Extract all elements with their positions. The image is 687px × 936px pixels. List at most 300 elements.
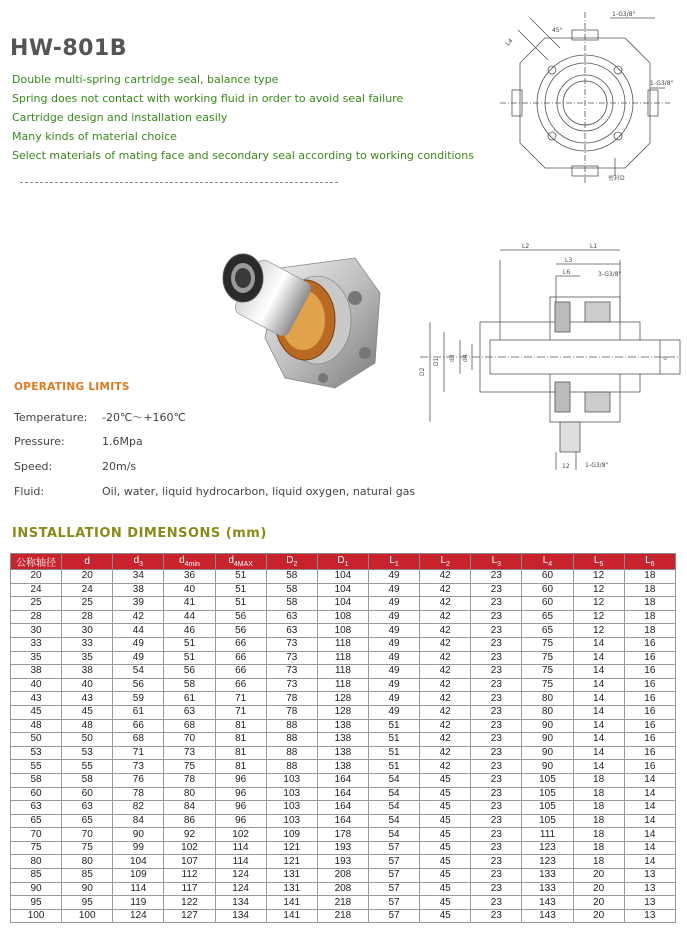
table-cell: 81 [215, 733, 266, 747]
operating-label: Temperature: [14, 411, 88, 424]
table-cell: 63 [164, 705, 215, 719]
table-cell: 95 [11, 896, 62, 910]
column-header-sub: 4min [184, 561, 200, 568]
table-cell: 51 [368, 719, 419, 733]
table-cell: 18 [624, 570, 675, 584]
table-cell: 78 [164, 773, 215, 787]
table-cell: 45 [420, 855, 471, 869]
table-cell: 73 [266, 665, 317, 679]
table-cell: 85 [62, 869, 113, 883]
table-cell: 92 [164, 828, 215, 842]
column-header [522, 554, 573, 570]
column-header [266, 554, 317, 570]
table-cell: 45 [11, 705, 62, 719]
table-cell: 133 [522, 869, 573, 883]
column-header [113, 554, 164, 570]
table-cell: 143 [522, 896, 573, 910]
drawing-label: 3-G3/8" [598, 271, 622, 278]
table-cell: 35 [11, 651, 62, 665]
drawing-label: D2 [419, 367, 426, 376]
table-cell: 42 [420, 760, 471, 774]
table-cell: 75 [11, 841, 62, 855]
table-cell: 48 [11, 719, 62, 733]
table-row [11, 869, 676, 883]
table-cell: 23 [471, 651, 522, 665]
table-cell: 50 [11, 733, 62, 747]
table-cell: 193 [317, 855, 368, 869]
table-row [11, 760, 676, 774]
table-cell: 49 [113, 651, 164, 665]
table-cell: 218 [317, 896, 368, 910]
table-cell: 23 [471, 610, 522, 624]
table-cell: 23 [471, 882, 522, 896]
table-cell: 25 [62, 597, 113, 611]
drawing-label: L1 [590, 243, 598, 250]
table-cell: 118 [317, 678, 368, 692]
table-cell: 14 [573, 665, 624, 679]
table-cell: 111 [522, 828, 573, 842]
table-cell: 122 [164, 896, 215, 910]
table-cell: 18 [573, 801, 624, 815]
table-cell: 56 [164, 665, 215, 679]
table-cell: 51 [215, 597, 266, 611]
column-header-main: d [228, 555, 234, 566]
table-cell: 68 [164, 719, 215, 733]
table-cell: 118 [317, 651, 368, 665]
table-cell: 33 [11, 637, 62, 651]
table-cell: 42 [420, 610, 471, 624]
table-cell: 45 [420, 801, 471, 815]
table-cell: 88 [266, 760, 317, 774]
dashed-divider [20, 182, 338, 183]
table-cell: 193 [317, 841, 368, 855]
table-row [11, 719, 676, 733]
table-cell: 50 [62, 733, 113, 747]
table-row [11, 665, 676, 679]
table-cell: 96 [215, 787, 266, 801]
table-cell: 14 [624, 841, 675, 855]
table-cell: 90 [522, 733, 573, 747]
table-cell: 112 [164, 869, 215, 883]
table-cell: 80 [11, 855, 62, 869]
table-cell: 58 [266, 597, 317, 611]
table-cell: 12 [573, 570, 624, 584]
table-row [11, 597, 676, 611]
table-cell: 56 [215, 610, 266, 624]
drawing-label: L3 [565, 257, 573, 264]
table-cell: 58 [62, 773, 113, 787]
table-cell: 84 [113, 814, 164, 828]
table-cell: 13 [624, 882, 675, 896]
table-cell: 49 [368, 651, 419, 665]
table-cell: 46 [164, 624, 215, 638]
table-cell: 80 [62, 855, 113, 869]
drawing-label: 12 [562, 463, 570, 470]
table-cell: 164 [317, 801, 368, 815]
table-cell: 23 [471, 637, 522, 651]
table-cell: 23 [471, 597, 522, 611]
table-cell: 38 [113, 583, 164, 597]
feature-item: Double multi-spring cartridge seal, balance type [12, 73, 279, 86]
table-cell: 75 [522, 678, 573, 692]
table-cell: 73 [266, 678, 317, 692]
table-cell: 123 [522, 841, 573, 855]
table-cell: 42 [420, 719, 471, 733]
table-cell: 71 [113, 746, 164, 760]
table-cell: 58 [266, 583, 317, 597]
table-row [11, 787, 676, 801]
table-cell: 12 [573, 610, 624, 624]
table-cell: 100 [62, 909, 113, 923]
table-cell: 23 [471, 665, 522, 679]
table-cell: 55 [11, 760, 62, 774]
table-cell: 54 [368, 801, 419, 815]
table-cell: 13 [624, 869, 675, 883]
table-cell: 42 [420, 637, 471, 651]
operating-label: Speed: [14, 460, 53, 473]
table-cell: 63 [266, 610, 317, 624]
column-header-main: d [133, 555, 140, 566]
table-cell: 40 [62, 678, 113, 692]
product-title: HW-801B [10, 36, 128, 61]
table-row [11, 828, 676, 842]
table-cell: 73 [266, 637, 317, 651]
table-cell: 14 [573, 760, 624, 774]
column-header-sub: 6 [650, 561, 655, 568]
table-cell: 104 [317, 597, 368, 611]
table-cell: 90 [11, 882, 62, 896]
column-header-main: L [440, 555, 447, 566]
table-cell: 75 [62, 841, 113, 855]
table-cell: 103 [266, 801, 317, 815]
table-header-row [11, 554, 676, 570]
column-header-main: L [645, 555, 651, 566]
table-cell: 23 [471, 814, 522, 828]
table-cell: 141 [266, 896, 317, 910]
table-cell: 23 [471, 692, 522, 706]
table-cell: 14 [573, 651, 624, 665]
table-row [11, 570, 676, 584]
table-cell: 42 [420, 597, 471, 611]
table-cell: 70 [62, 828, 113, 842]
table-cell: 81 [215, 760, 266, 774]
table-cell: 131 [266, 869, 317, 883]
table-cell: 23 [471, 841, 522, 855]
table-cell: 143 [522, 909, 573, 923]
table-cell: 28 [62, 610, 113, 624]
table-cell: 164 [317, 814, 368, 828]
table-row [11, 637, 676, 651]
table-cell: 14 [624, 773, 675, 787]
table-cell: 134 [215, 896, 266, 910]
column-header [62, 554, 113, 570]
table-cell: 12 [573, 597, 624, 611]
table-row [11, 814, 676, 828]
table-row [11, 610, 676, 624]
table-cell: 60 [62, 787, 113, 801]
table-cell: 49 [368, 570, 419, 584]
table-cell: 104 [317, 583, 368, 597]
table-cell: 54 [368, 773, 419, 787]
table-cell: 55 [62, 760, 113, 774]
table-cell: 56 [215, 624, 266, 638]
table-cell: 23 [471, 760, 522, 774]
section-view-drawing [420, 242, 680, 478]
table-cell: 18 [573, 828, 624, 842]
table-cell: 20 [573, 896, 624, 910]
front-view-drawing [490, 8, 680, 186]
drawing-label: D1 [433, 357, 440, 366]
table-cell: 102 [215, 828, 266, 842]
table-cell: 100 [11, 909, 62, 923]
table-cell: 57 [368, 882, 419, 896]
table-cell: 141 [266, 909, 317, 923]
table-cell: 16 [624, 760, 675, 774]
table-cell: 51 [164, 637, 215, 651]
table-cell: 14 [573, 705, 624, 719]
table-cell: 58 [266, 570, 317, 584]
table-cell: 63 [11, 801, 62, 815]
table-cell: 58 [11, 773, 62, 787]
table-cell: 20 [573, 869, 624, 883]
table-cell: 73 [266, 651, 317, 665]
drawing-label: L2 [522, 243, 530, 250]
operating-label: Pressure: [14, 435, 65, 448]
table-row [11, 773, 676, 787]
table-row [11, 855, 676, 869]
table-cell: 14 [573, 637, 624, 651]
table-cell: 45 [420, 869, 471, 883]
table-cell: 59 [113, 692, 164, 706]
table-cell: 49 [368, 637, 419, 651]
table-cell: 20 [62, 570, 113, 584]
table-cell: 57 [368, 855, 419, 869]
table-cell: 14 [624, 787, 675, 801]
table-cell: 28 [11, 610, 62, 624]
column-header-sub: 5 [599, 561, 604, 568]
table-cell: 124 [215, 882, 266, 896]
table-cell: 138 [317, 733, 368, 747]
table-cell: 12 [573, 583, 624, 597]
table-cell: 127 [164, 909, 215, 923]
table-cell: 117 [164, 882, 215, 896]
drawing-label: 1-G3/8" [612, 11, 636, 18]
table-cell: 71 [215, 705, 266, 719]
table-cell: 49 [368, 610, 419, 624]
table-cell: 45 [420, 787, 471, 801]
table-row [11, 733, 676, 747]
table-cell: 23 [471, 828, 522, 842]
table-cell: 42 [420, 583, 471, 597]
table-cell: 103 [266, 773, 317, 787]
table-cell: 23 [471, 746, 522, 760]
table-cell: 105 [522, 787, 573, 801]
table-cell: 14 [573, 733, 624, 747]
table-cell: 66 [215, 665, 266, 679]
table-cell: 40 [11, 678, 62, 692]
table-cell: 38 [11, 665, 62, 679]
drawing-label: 1-G3/8" [585, 462, 609, 469]
column-header-main: 公称轴径 [16, 558, 57, 569]
feature-item: Cartridge design and installation easily [12, 111, 228, 124]
table-cell: 30 [11, 624, 62, 638]
table-cell: 96 [215, 773, 266, 787]
table-cell: 65 [62, 814, 113, 828]
column-header-sub: 1 [394, 561, 399, 568]
column-header-main: L [542, 555, 549, 566]
table-cell: 71 [215, 692, 266, 706]
column-header-main: d [84, 556, 90, 567]
table-cell: 18 [573, 787, 624, 801]
table-cell: 109 [266, 828, 317, 842]
table-cell: 41 [164, 597, 215, 611]
table-cell: 13 [624, 896, 675, 910]
table-cell: 60 [522, 570, 573, 584]
table-cell: 57 [368, 909, 419, 923]
table-cell: 23 [471, 733, 522, 747]
table-cell: 14 [573, 746, 624, 760]
table-cell: 90 [522, 760, 573, 774]
table-cell: 16 [624, 637, 675, 651]
table-cell: 70 [11, 828, 62, 842]
table-cell: 85 [11, 869, 62, 883]
table-cell: 54 [368, 787, 419, 801]
table-cell: 54 [113, 665, 164, 679]
table-cell: 42 [420, 665, 471, 679]
table-cell: 107 [164, 855, 215, 869]
table-cell: 16 [624, 733, 675, 747]
table-cell: 75 [522, 651, 573, 665]
table-cell: 103 [266, 814, 317, 828]
table-cell: 57 [368, 869, 419, 883]
table-cell: 66 [113, 719, 164, 733]
table-cell: 43 [62, 692, 113, 706]
table-cell: 23 [471, 773, 522, 787]
table-cell: 90 [62, 882, 113, 896]
column-header-sub: 2 [446, 561, 450, 568]
table-cell: 61 [113, 705, 164, 719]
column-header-sub: 3 [139, 561, 144, 568]
table-cell: 164 [317, 787, 368, 801]
table-cell: 49 [368, 705, 419, 719]
table-cell: 16 [624, 651, 675, 665]
table-cell: 14 [624, 828, 675, 842]
table-cell: 30 [62, 624, 113, 638]
table-cell: 44 [113, 624, 164, 638]
table-cell: 56 [113, 678, 164, 692]
table-cell: 23 [471, 570, 522, 584]
table-cell: 16 [624, 665, 675, 679]
table-cell: 84 [164, 801, 215, 815]
column-header-sub: 2 [293, 561, 298, 568]
table-cell: 65 [522, 610, 573, 624]
table-cell: 35 [62, 651, 113, 665]
column-header [11, 554, 62, 570]
table-cell: 42 [420, 705, 471, 719]
drawing-label: 1-G3/8" [650, 80, 674, 87]
table-cell: 20 [11, 570, 62, 584]
table-cell: 12 [573, 624, 624, 638]
table-cell: 66 [215, 678, 266, 692]
table-cell: 73 [113, 760, 164, 774]
table-cell: 49 [368, 678, 419, 692]
operating-row-fluid [14, 485, 415, 498]
table-cell: 88 [266, 719, 317, 733]
table-cell: 134 [215, 909, 266, 923]
table-cell: 118 [317, 665, 368, 679]
table-cell: 53 [62, 746, 113, 760]
table-cell: 40 [164, 583, 215, 597]
table-cell: 14 [624, 801, 675, 815]
table-cell: 109 [113, 869, 164, 883]
table-cell: 42 [420, 678, 471, 692]
table-cell: 42 [420, 651, 471, 665]
table-cell: 45 [420, 882, 471, 896]
table-cell: 88 [266, 733, 317, 747]
operating-value: 20m/s [102, 460, 137, 473]
table-row [11, 705, 676, 719]
feature-item: Select materials of mating face and secondary seal according to working conditions [12, 149, 474, 162]
table-cell: 66 [215, 637, 266, 651]
column-header-sub: 3 [497, 561, 502, 568]
table-cell: 20 [573, 882, 624, 896]
table-cell: 23 [471, 855, 522, 869]
operating-value: Oil, water, liquid hydrocarbon, liquid oxygen, natural gas [102, 485, 416, 498]
table-cell: 16 [624, 746, 675, 760]
table-cell: 105 [522, 801, 573, 815]
table-row [11, 801, 676, 815]
column-header-sub: 4MAX [233, 561, 253, 568]
table-cell: 16 [624, 719, 675, 733]
table-cell: 105 [522, 773, 573, 787]
table-cell: 14 [624, 814, 675, 828]
table-row [11, 651, 676, 665]
table-cell: 95 [62, 896, 113, 910]
operating-value: 1.6Mpa [102, 435, 143, 448]
table-cell: 51 [368, 746, 419, 760]
table-cell: 45 [420, 828, 471, 842]
product-photo [205, 238, 395, 400]
table-cell: 18 [624, 610, 675, 624]
table-cell: 42 [113, 610, 164, 624]
column-header [215, 554, 266, 570]
table-cell: 44 [164, 610, 215, 624]
table-cell: 218 [317, 909, 368, 923]
table-cell: 23 [471, 801, 522, 815]
table-cell: 20 [573, 909, 624, 923]
table-cell: 65 [11, 814, 62, 828]
table-cell: 57 [368, 896, 419, 910]
column-header [164, 554, 215, 570]
table-cell: 14 [573, 692, 624, 706]
table-cell: 63 [62, 801, 113, 815]
table-cell: 49 [368, 624, 419, 638]
table-cell: 78 [266, 705, 317, 719]
table-cell: 124 [215, 869, 266, 883]
table-cell: 60 [522, 597, 573, 611]
column-header-main: L [593, 555, 600, 566]
table-cell: 18 [573, 773, 624, 787]
column-header [573, 554, 624, 570]
table-cell: 121 [266, 855, 317, 869]
drawing-label: 密封D [608, 175, 625, 182]
feature-list [12, 70, 474, 165]
table-cell: 105 [522, 814, 573, 828]
drawing-label: d3 [449, 354, 456, 362]
table-cell: 81 [215, 719, 266, 733]
table-row [11, 909, 676, 923]
table-cell: 48 [62, 719, 113, 733]
